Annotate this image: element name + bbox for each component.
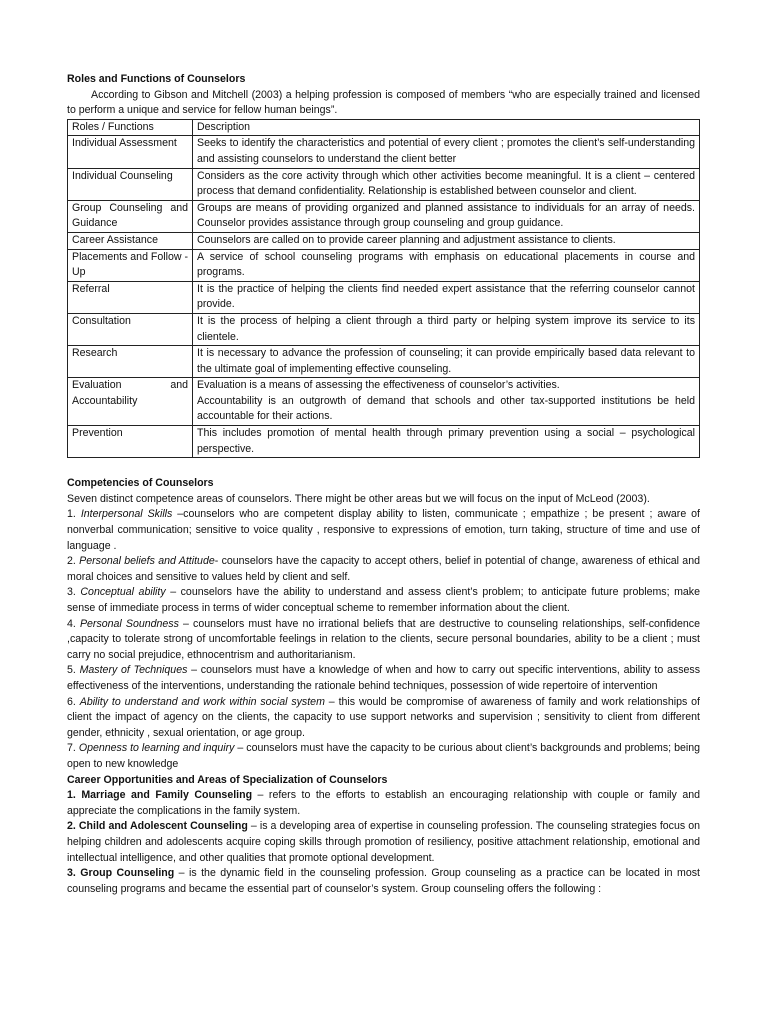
table-row: [68, 168, 700, 200]
competency-item: 3. Conceptual ability – counselors have the ability to understand and assess client’s problem; to anticipate future problems; make sense of immediate process in terms of wider conceptual scheme to remember information about the client.: [67, 586, 700, 614]
competency-item: 4. Personal Soundness – counselors must have no irrational beliefs that are destructive to counseling relationships, self-confidence ,capacity to tolerate strong of uncomfortable feelings in relation to the clients, secure personal boundaries, ability to be a client ; must carry no social prejudice, ethnocentrism and authoritarianism.: [67, 617, 700, 661]
competency-term: Personal beliefs and Attitude: [79, 555, 215, 568]
table-row: [68, 313, 700, 345]
career-term: 2. Child and Adolescent Counseling: [67, 820, 248, 833]
career-term: 3. Group Counseling: [67, 867, 175, 880]
role-cell: Prevention: [68, 426, 193, 458]
description-cell: Groups are means of providing organized and planned assistance to individuals for an array of needs. Counselor provides assistance through group counseling and group guidance.: [193, 200, 700, 232]
competency-item: 7. Openness to learning and inquiry – counselors must have the capacity to be curious about client’s backgrounds and problems; being open to new knowledge: [67, 742, 700, 770]
role-cell: Individual Counseling: [68, 168, 193, 200]
table-row: [68, 200, 700, 232]
section-heading-career: Career Opportunities and Areas of Specialization of Counselors: [67, 773, 388, 786]
role-cell: Consultation: [68, 313, 193, 345]
competency-term: Personal Soundness: [79, 617, 179, 630]
table-row: [68, 232, 700, 249]
description-cell: This includes promotion of mental health through primary prevention using a social – psychological perspective.: [193, 426, 700, 458]
section-heading-competencies: Competencies of Counselors: [67, 477, 214, 490]
role-cell: Career Assistance: [68, 232, 193, 249]
career-term: 1. Marriage and Family Counseling: [67, 789, 253, 802]
role-cell: Group Counseling and Guidance: [68, 200, 193, 232]
role-cell: Evaluation and Accountability: [68, 378, 193, 426]
table-row: [68, 346, 700, 378]
competency-term: Openness to learning and inquiry: [78, 742, 235, 755]
role-cell: Research: [68, 346, 193, 378]
table-header-row: [68, 119, 700, 136]
table-row: [68, 426, 700, 458]
table-row: [68, 249, 700, 281]
competency-term: Mastery of Techniques: [79, 664, 188, 677]
table-row: [68, 136, 700, 168]
career-item: 3. Group Counseling – is the dynamic field in the counseling profession. Group counseling as a practice can be located in most counseling programs and became the essential part of counselor’s system. Group counseling offers the following :: [67, 867, 700, 895]
table-header-cell: Roles / Functions: [68, 119, 193, 136]
section-heading-roles: Roles and Functions of Counselors: [67, 73, 246, 85]
document-page: [67, 72, 700, 897]
role-cell: Individual Assessment: [68, 136, 193, 168]
competency-term: Interpersonal Skills: [80, 508, 173, 521]
roles-table: [67, 119, 700, 458]
description-cell: Counselors are called on to provide career planning and adjustment assistance to clients.: [193, 232, 700, 249]
competency-term: Ability to understand and work within social system: [79, 695, 325, 708]
description-cell: Considers as the core activity through which other activities become meaningful. It is a client – centered process that demand confidentiality. Relationship is established between counselor and client.: [193, 168, 700, 200]
competency-item: 5. Mastery of Techniques – counselors must have a knowledge of when and how to carry out specific interventions, ability to assess effectiveness of the interventions, understanding the rationale behind techniques, possession of wide repertoire of intervention: [67, 664, 700, 692]
roles-intro: According to Gibson and Mitchell (2003) a helping profession is composed of members “who are especially trained and licensed to perform a unique and service for fellow human beings”.: [67, 88, 700, 117]
table-header-cell: Description: [193, 119, 700, 136]
competency-item: 2. Personal beliefs and Attitude- counselors have the capacity to accept others, belief in potential of change, awareness of ethical and moral choices and sensitive to values held by client and self.: [67, 555, 700, 583]
competency-term: Conceptual ability: [80, 586, 166, 599]
competencies-intro: Seven distinct competence areas of counselors. There might be other areas but we will focus on the input of McLeod (2003).: [67, 492, 650, 505]
career-item: 1. Marriage and Family Counseling – refers to the efforts to establish an encouraging relationship with couple or family and appreciate the complications in the family system.: [67, 789, 700, 817]
competency-item: 6. Ability to understand and work within social system – this would be compromise of awareness of family and work relationships of client the impact of agency on the clients, the capacity to use support networks and supervision ; sensitivity to client from different gender, ethnicity , sexual orientation, or age group.: [67, 695, 700, 739]
role-cell: Placements and Follow -Up: [68, 249, 193, 281]
description-cell: It is the process of helping a client through a third party or helping system improve its service to its clientele.: [193, 313, 700, 345]
career-item: 2. Child and Adolescent Counseling – is a developing area of expertise in counseling profession. The counseling strategies focus on helping children and adolescents acquire coping skills through promotion of resiliency, positive attachment relationship, emotional and intellectual intelligence, and other qualities that promote optional development.: [67, 820, 700, 864]
table-row: [68, 281, 700, 313]
competency-item: 1. Interpersonal Skills –counselors who are competent display ability to listen, communicate ; empathize ; be present ; aware of nonverbal communication; sensitive to voice quality , responsive to expressions of emotion, turn taking, structure of time and use of language .: [67, 508, 701, 552]
description-cell: Seeks to identify the characteristics and potential of every client ; promotes the client’s self-understanding and assisting counselors to understand the client better: [193, 136, 700, 168]
description-cell: A service of school counseling programs with emphasis on educational placements in course and programs.: [193, 249, 700, 281]
role-cell: Referral: [68, 281, 193, 313]
description-cell: It is necessary to advance the profession of counseling; it can provide empirically based data relevant to the ultimate goal of implementing effective counseling.: [193, 346, 700, 378]
description-cell: It is the practice of helping the clients find needed expert assistance that the referring counselor cannot provide.: [193, 281, 700, 313]
table-row: [68, 378, 700, 426]
description-line: Evaluation is a means of assessing the effectiveness of counselor’s activities.: [197, 379, 560, 392]
description-line: Accountability is an outgrowth of demand that schools and other tax-supported institutions be held accountable for their actions.: [197, 394, 695, 423]
description-cell: [193, 378, 700, 426]
